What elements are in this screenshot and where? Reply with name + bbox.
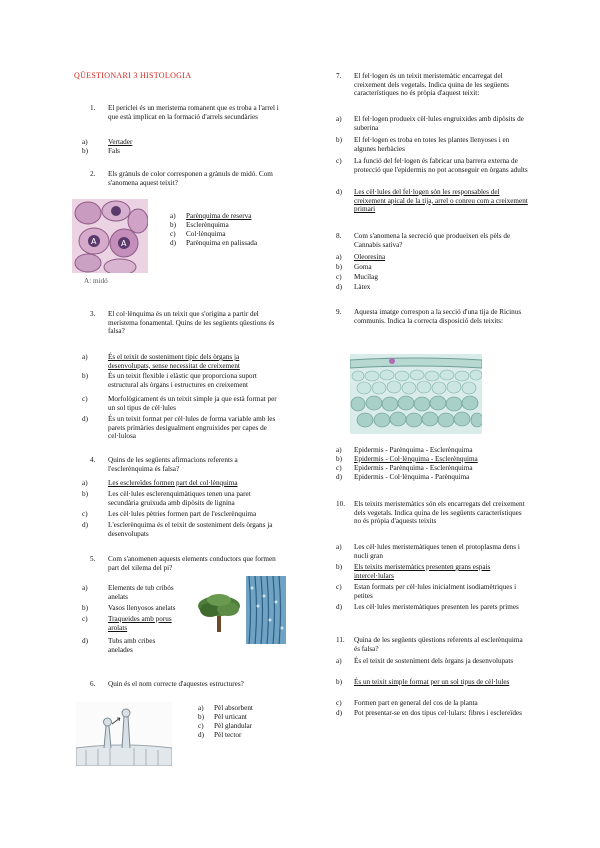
ricinus-stem-micrograph [350, 354, 482, 434]
q9-option-a[interactable]: Epidermis - Parènquima - Esclerènquima [354, 446, 473, 454]
q2-b-letter: b) [170, 221, 176, 229]
q9-option-b[interactable]: Epidermis - Col·lènquima - Esclerènquima [354, 455, 478, 463]
svg-text:A: A [91, 237, 97, 246]
q3-b-letter: b) [82, 372, 88, 380]
q4-text: Quins de les següents afirmacions referents a l'esclerènquima és falsa? [108, 456, 238, 473]
q6-text: Quin és el nom correcte d'aquestes estructures? [108, 680, 244, 688]
q7-option-d[interactable]: Les cèl·lules del fel·logen són les responsables del creixement apical de la tija, arrel o conreu com a creixement primari [354, 188, 528, 214]
q9-d-letter: d) [336, 473, 342, 481]
q8-option-a[interactable]: Oleoresina [354, 253, 386, 261]
q4-option-b[interactable]: Les cèl·lules esclerenquimàtiques tenen una paret secundària gruixuda amb dipòsits de lignina [108, 490, 251, 507]
q3-a-letter: a) [82, 353, 88, 361]
q2-a-letter: a) [170, 212, 176, 220]
q9-number: 9. [336, 308, 342, 316]
q5-number: 5. [90, 555, 96, 563]
q4-b-letter: b) [82, 490, 88, 498]
q2-c-letter: c) [170, 230, 176, 238]
q9-option-c[interactable]: Epidermis - Parènquima - Esclerènquima [354, 464, 473, 472]
hair-structure-image [76, 702, 172, 766]
q8-a-letter: a) [336, 253, 342, 261]
q11-option-a[interactable]: És el teixit de sosteniment dels òrgans ja desenvolupats [354, 657, 514, 665]
pine-tree-image [196, 588, 242, 634]
q7-d-letter: d) [336, 188, 342, 196]
q7-c-letter: c) [336, 157, 342, 165]
q3-d-letter: d) [82, 415, 88, 423]
q6-number: 6. [90, 680, 96, 688]
q4-d-letter: d) [82, 521, 88, 529]
q5-option-b[interactable]: Vasos llenyosos anelats [108, 604, 176, 612]
q5-a-letter: a) [82, 584, 88, 592]
q3-option-a[interactable]: És el teixit de sosteniment típic dels òrgans ja desenvolupats, sense necessitat de creixement [108, 353, 240, 370]
q10-option-b[interactable]: Els teixits meristemàtics presenten grans espais intercel·lulars [354, 563, 491, 580]
q3-option-c[interactable]: Morfològicament és un teixit simple ja que està format per un sol tipus de cèl·lules [108, 395, 277, 412]
q5-d-letter: d) [82, 637, 88, 645]
q6-option-b[interactable]: Pèl urticant [214, 713, 247, 721]
q10-d-letter: d) [336, 603, 342, 611]
starch-micrograph [72, 199, 148, 273]
q11-a-letter: a) [336, 657, 342, 665]
q3-c-letter: c) [82, 395, 88, 403]
q4-option-d[interactable]: L'esclerènquima és el teixit de sosteniment dels òrgans ja desenvolupats [108, 521, 273, 538]
q4-option-c[interactable]: Les cèl·lules pètries formen part de l'esclerènquima [108, 510, 257, 518]
q1-option-a[interactable]: Vertader [108, 138, 133, 146]
q2-option-a[interactable]: Parènquima de reserva [186, 212, 252, 220]
q6-d-letter: d) [198, 731, 204, 739]
q10-option-c[interactable]: Estan formats per cèl·lules inicialment isodiamètriques i petites [354, 583, 517, 600]
q6-option-c[interactable]: Pèl glandular [214, 722, 253, 730]
q5-option-d[interactable]: Tubs amb cribes anelades [108, 637, 156, 654]
q8-option-c[interactable]: Mucílag [354, 273, 378, 281]
q4-option-a[interactable]: Les esclereïdes formen part del col·lènquima [108, 479, 238, 487]
q7-a-letter: a) [336, 115, 342, 123]
q1-option-b[interactable]: Fals [108, 147, 120, 155]
q8-number: 8. [336, 232, 342, 240]
q9-a-letter: a) [336, 446, 342, 454]
q9-b-letter: b) [336, 455, 342, 463]
page-title: QÜESTIONARI 3 HISTOLOGIA [74, 71, 192, 80]
q11-b-letter: b) [336, 678, 342, 686]
q2-text: Els grànuls de color corresponen a grànuls de midó. Com s'anomena aquest teixit? [108, 170, 273, 187]
q10-option-a[interactable]: Les cèl·lules meristemàtiques tenen el protoplasma dens i nucli gran [354, 543, 520, 560]
q7-option-c[interactable]: La funció del fel·logen és fabricar una barrera externa de protecció que l'epidermis no pot aconseguir en òrgans adults [354, 157, 528, 174]
q6-a-letter: a) [198, 704, 204, 712]
q1-b-letter: b) [82, 147, 88, 155]
q3-text: El col·lènquima és un teixit que s'origina a partir del meristema fonamental. Quins de les següents qüestions és falsa? [108, 310, 275, 336]
q10-a-letter: a) [336, 543, 342, 551]
svg-text:A: A [121, 239, 127, 248]
q4-a-letter: a) [82, 479, 88, 487]
xylem-micrograph [246, 576, 286, 644]
q9-text: Aquesta imatge correspon a la secció d'una tija de Ricinus communis. Indica la correcta disposició dels teixits: [354, 308, 522, 325]
q9-c-letter: c) [336, 464, 342, 472]
q8-d-letter: d) [336, 283, 342, 291]
q6-option-a[interactable]: Pèl absorbent [214, 704, 253, 712]
q10-text: Els teixits meristemàtics són els encarregats del creixement dels vegetals. Indica quina de les següents característiques no és pròpia d'aquests teixits [354, 500, 525, 526]
q4-number: 4. [90, 456, 96, 464]
q7-option-a[interactable]: El fel·logen produeix cèl·lules engruixides amb dipòsits de suberina [354, 115, 524, 132]
q8-b-letter: b) [336, 263, 342, 271]
q8-option-d[interactable]: Làtex [354, 283, 371, 291]
q3-number: 3. [90, 310, 96, 318]
q2-number: 2. [90, 170, 96, 178]
q10-c-letter: c) [336, 583, 342, 591]
q6-c-letter: c) [198, 722, 204, 730]
q7-b-letter: b) [336, 136, 342, 144]
q2-option-b[interactable]: Esclerènquima [186, 221, 229, 229]
q2-option-d[interactable]: Parènquima en palissada [186, 239, 258, 247]
q11-c-letter: c) [336, 699, 342, 707]
q9-option-d[interactable]: Epidermis - Col·lènquima - Parènquima [354, 473, 470, 481]
q8-c-letter: c) [336, 273, 342, 281]
q11-d-letter: d) [336, 709, 342, 717]
q5-option-c[interactable]: Traqueides amb porus arolats [108, 615, 172, 632]
q5-text: Com s'anomenen aquests elements conductors que formen part del xilema del pi? [108, 555, 276, 572]
q7-option-b[interactable]: El fel·logen es troba en totes les plantes llenyoses i en algunes herbàcies [354, 136, 510, 153]
q3-option-d[interactable]: És un teixit format per cèl·lules de forma variable amb les parets primàries desigualment engruixides per capes de cel·lulosa [108, 415, 276, 441]
q5-option-a[interactable]: Elements de tub cribós anelats [108, 584, 174, 601]
q7-text: El fel·logen és un teixit meristemàtic encarregat del creixement dels vegetals. Indica quina de les següents característiques no és pròpia d'aquest teixit: [354, 72, 509, 98]
q11-option-c[interactable]: Formen part en general del cos de la planta [354, 699, 478, 707]
q2-d-letter: d) [170, 239, 176, 247]
q6-option-d[interactable]: Pèl tector [214, 731, 242, 739]
q1-text: El periclei és un meristema romanent que es troba a l'arrel i que està implicat en la formació d'arrels secundàries [108, 104, 279, 121]
q6-b-letter: b) [198, 713, 204, 721]
q7-number: 7. [336, 72, 342, 80]
q10-b-letter: b) [336, 563, 342, 571]
q5-b-letter: b) [82, 604, 88, 612]
q8-option-b[interactable]: Goma [354, 263, 372, 271]
q11-text: Quina de les següents qüestions referents al esclerènquima és falsa? [354, 636, 523, 653]
q2-caption: A: midó [84, 277, 108, 285]
q8-text: Com s'anomena la secreció que produeixen els pèls de Cannabis sativa? [354, 232, 511, 249]
q10-option-d[interactable]: Les cèl·lules meristemàtiques presenten les parets primes [354, 603, 519, 611]
q10-number: 10. [336, 500, 345, 508]
q3-option-b[interactable]: És un teixit flexible i elàstic que proporciona suport estructural als òrgans i estructures en creixement [108, 372, 257, 389]
q11-option-b[interactable]: És un teixit simple format per un sol tipus de cèl·lules [354, 678, 510, 686]
q11-number: 11. [336, 636, 345, 644]
q1-a-letter: a) [82, 138, 88, 146]
q5-c-letter: c) [82, 615, 88, 623]
q11-option-d[interactable]: Pot presentar-se en dos tipus cel·lulars: fibres i esclereïdes [354, 709, 522, 717]
q1-number: 1. [90, 104, 96, 112]
q4-c-letter: c) [82, 510, 88, 518]
q2-option-c[interactable]: Col·lènquima [186, 230, 226, 238]
